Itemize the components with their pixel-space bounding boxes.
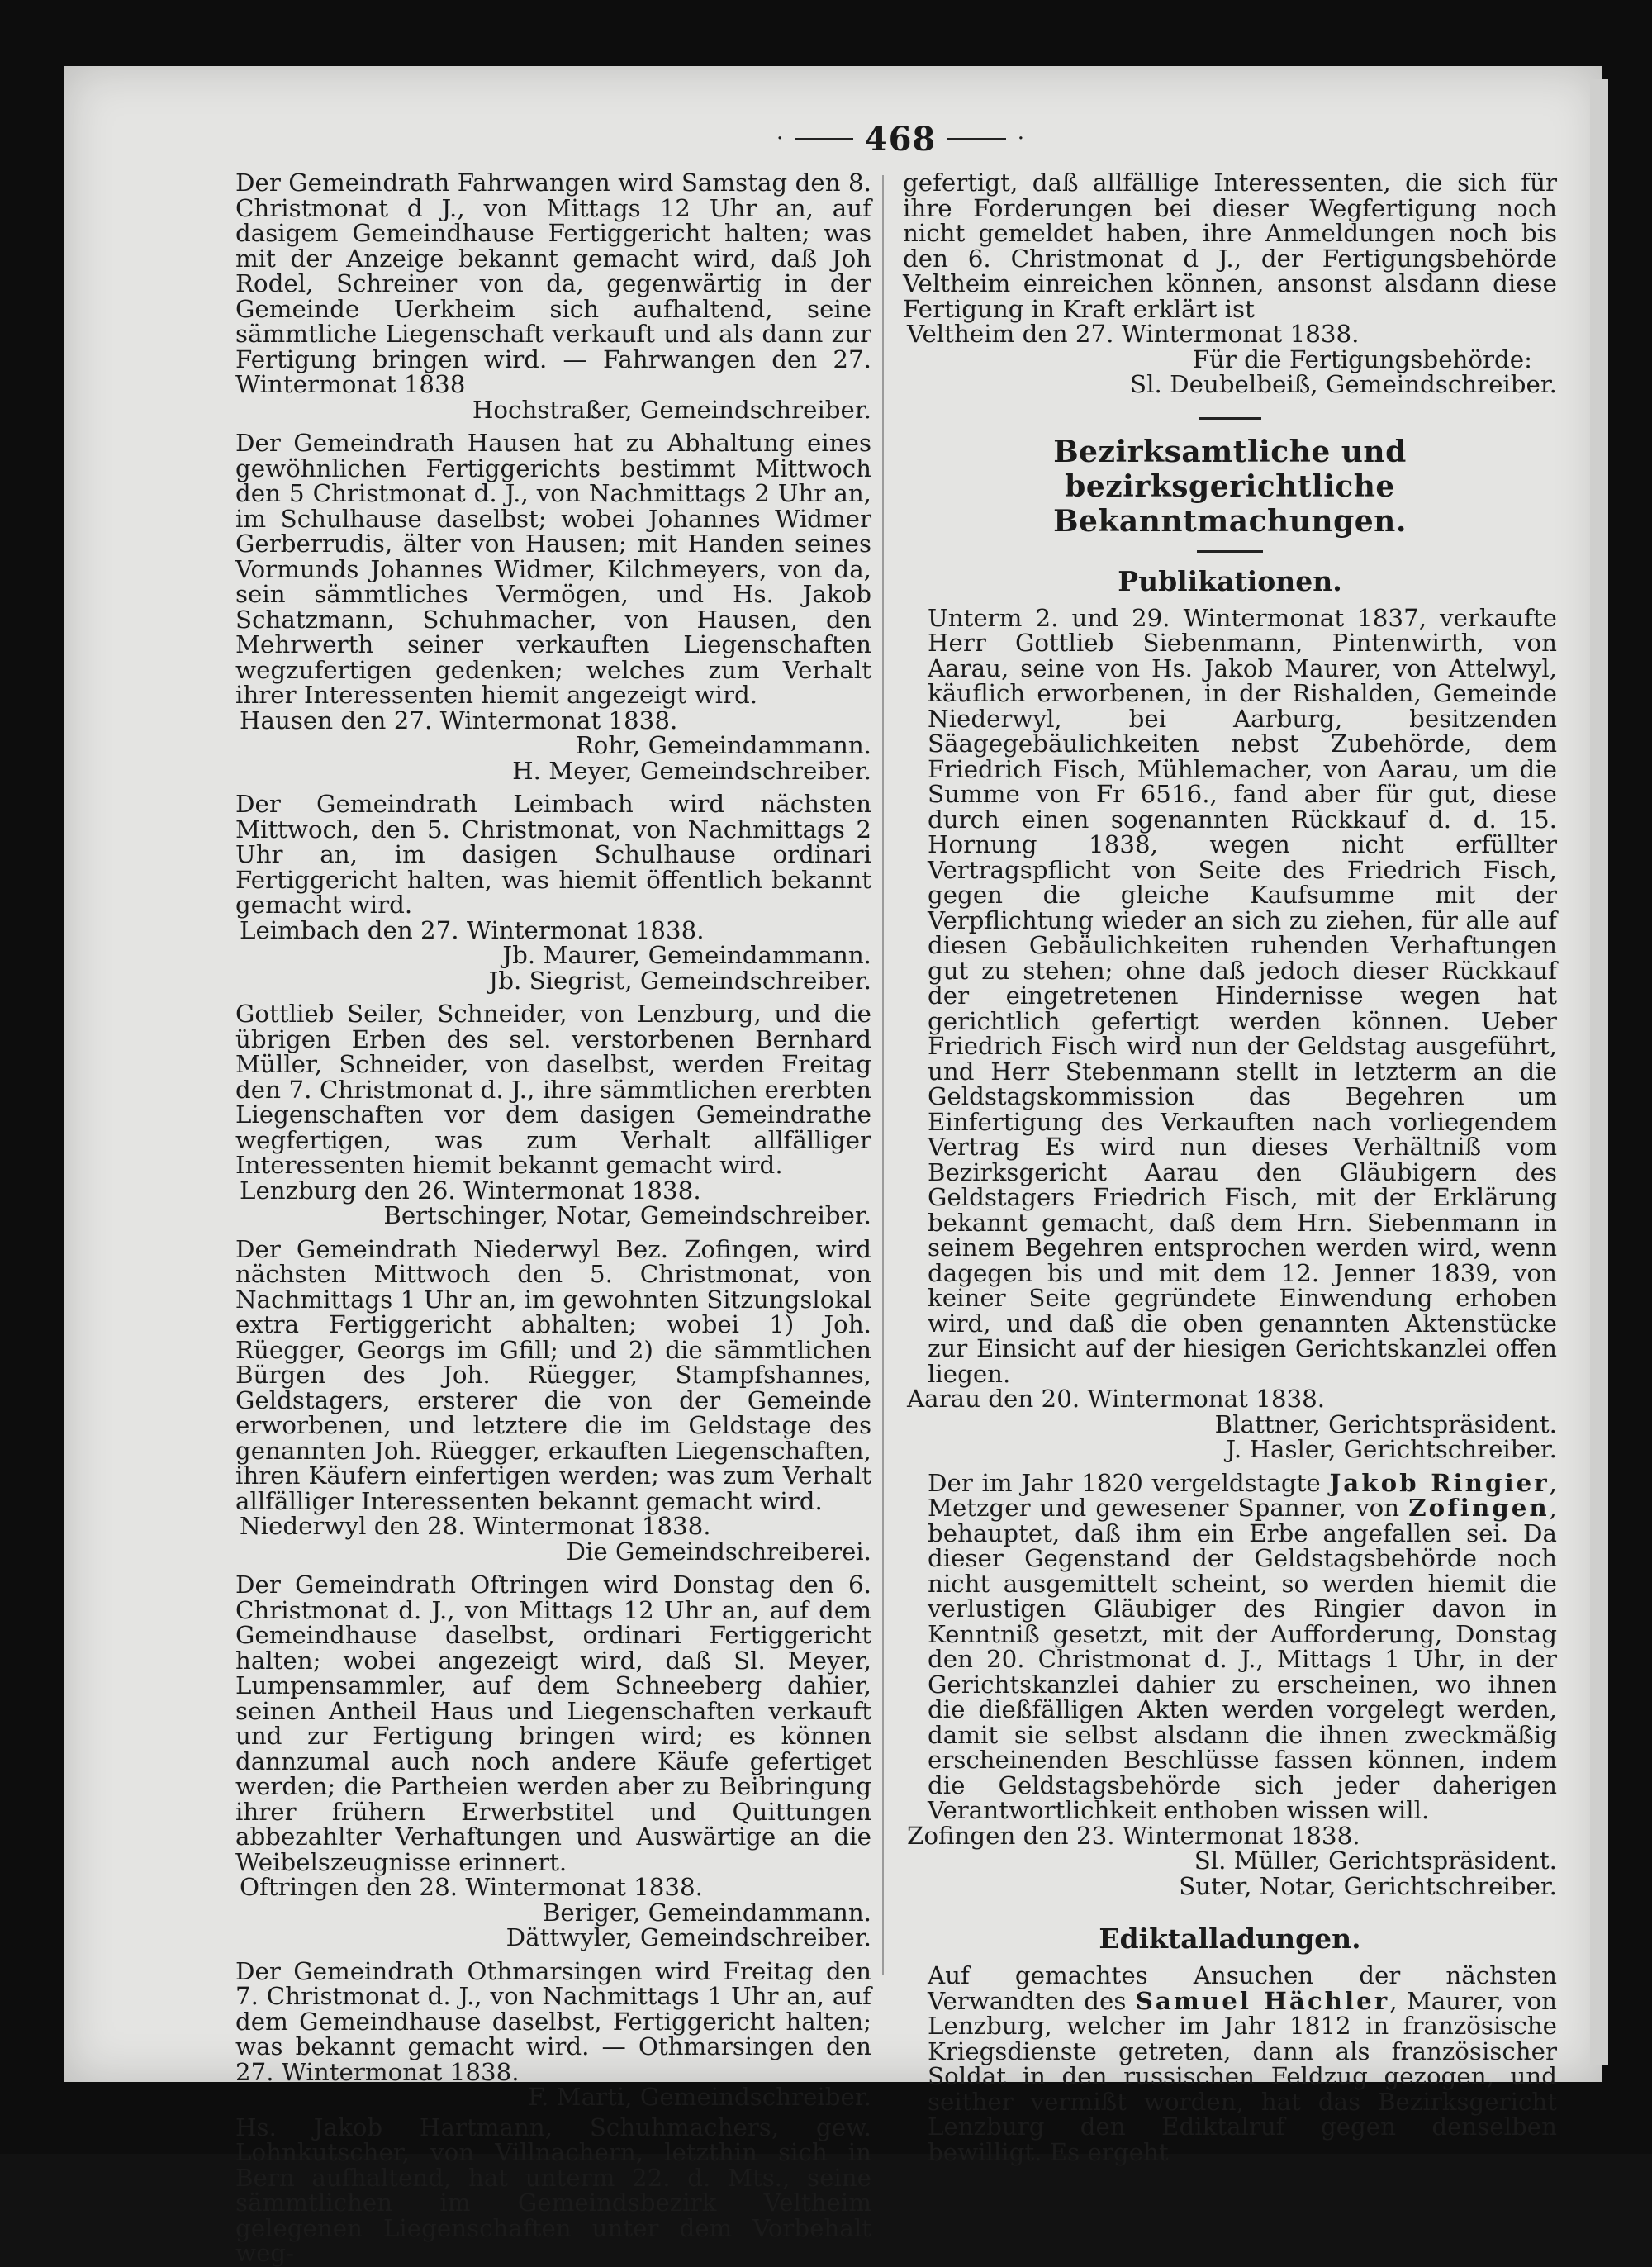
place-date: Veltheim den 27. Wintermonat 1838. <box>907 320 1360 348</box>
notice-ringier <box>903 1467 1557 1900</box>
signature: Blattner, Gerichtspräsident. <box>1214 1409 1557 1438</box>
place-date: Zofingen den 23. Wintermonat 1838. <box>907 1821 1360 1850</box>
place-date: Leimbach den 27. Wintermonat 1838. <box>240 915 705 944</box>
notice-text-middle: , Metzger und gewesener Spanner, von <box>928 1468 1557 1522</box>
next-page-edge <box>1590 79 1608 2065</box>
notice-veltheim-continuation <box>903 170 1557 397</box>
signature: F. Marti, Gemeindschreiber. <box>528 2083 871 2111</box>
signature: Die Gemeindschreiberei. <box>566 1537 871 1566</box>
notice-text: Der Gemeindrath Oftringen wird Donstag den 6. Christmonat d. J., von Mittags 12 Uhr an, auf dem Gemeindhause daselbst, ordinari Fertiggericht halten; wobei angezeigt wird, daß Sl. Meyer, Lumpensammler, auf dem Schneeberg dahier, seinen Antheil Haus und Liegenschaften verkauft und zur Fertigung bringen wird; es können dannzumal auch noch andere Käufe gefertiget werden; die Partheien werden aber zu Beibringung ihrer frühern Erwerbstitel und Quittungen abbezahlter Verhaftungen und Auswärtige an die Weibelszeugnisse erinnert. <box>235 1571 871 1876</box>
notice-siebenmann <box>903 603 1557 1463</box>
notice-lenzburg <box>235 1001 871 1229</box>
place-date: Hausen den 27. Wintermonat 1838. <box>240 706 678 734</box>
place-date: Lenzburg den 26. Wintermonat 1838. <box>240 1176 701 1205</box>
notice-text-intro: Der im Jahr 1820 vergeldstagte <box>928 1468 1330 1497</box>
notice-text: Der Gemeindrath Fahrwangen wird Samstag den 8. Christmonat d J., von Mittags 12 Uhr an, auf dasigem Gemeindhause Fertiggericht halten; was mit der Anzeige bekannt gemacht wird, daß Joh Rodel, Schreiner von da, gegenwärtig in der Gemeinde Uerkheim sich aufhaltend, seine sämmtliche Liegenschaft verkauft und als dann zur Fertigung bringen wird. — Fahrwangen den 27. Wintermonat 1838 <box>235 169 871 398</box>
notice-text-middle: , Maurer, von Lenzburg, welcher im Jahr 1812 in französische Kriegsdienste getreten, dann als französischer Soldat in den russischen Feldzug gezogen, und seither vermißt worden, hat das Bezirksgericht Lenzburg den Ediktalruf gegen denselben bewilligt. Es ergeht <box>928 1986 1557 2166</box>
column-divider <box>882 175 884 1975</box>
notice-text: Der Gemeindrath Leimbach wird nächsten Mittwoch, den 5. Christmonat, von Nachmittags 2 Uhr an, im dasigen Schulhause ordinari Fertiggericht halten, was hiemit öffentlich bekannt gemacht wird. <box>235 790 871 919</box>
page-number: 468 <box>864 119 937 159</box>
header-rule-left <box>795 138 852 140</box>
notice-text: Unterm 2. und 29. Wintermonat 1837, verkaufte Herr Gottlieb Siebenmann, Pintenwirth, von Aarau, seine von Hs. Jakob Maurer, von Attelwyl, käuflich erworbenen, in der Rishalden, Gemeinde Niederwyl, bei Aarburg, besitzenden Säagegebäulichkeiten nebst Zubehörde, dem Friedrich Fisch, Mühlemacher, von Aarau, um die Summe von Fr 6516., fand aber für gut, diese durch einen sogenannten Rückkauf d. d. 15. Hornung 1838, wegen nicht erfüllter Vertragspflicht von Seite des Friedrich Fisch, gegen die gleiche Kaufsumme mit der Verpflichtung wieder an sich zu ziehen, für alle auf diesen Gebäulichkeiten ruhenden Verhaftungen gut zu stehen; ohne daß jedoch dieser Rückkauf der eingetretenen Hindernisse wegen hat gerichtlich gefertigt werden können. Ueber Friedrich Fisch wird nun der Geldstag ausgeführt, und Herr Stebenmann stellt in letzterm an die Geldstagskommission das Begehren um Einfertigung des Verkauften nach vorliegendem Vertrag Es wird nun dieses Verhältniß vom Bezirksgericht Aarau den Gläubigern des Geldstagers Friedrich Fisch, mit der Erklärung bekannt gemacht, daß dem Hrn. Siebenmann in seinem Begehren entsprochen werden wird, wenn dagegen bis und mit dem 12. Jenner 1839, von keiner Seite gegründete Einwendung erhoben wird, und daß die oben genannten Aktenstücke zur Einsicht auf der hiesigen Gerichtskanzlei offen liegen. <box>928 603 1557 1388</box>
notice-hausen <box>235 430 871 783</box>
signature: Suter, Notar, Gerichtschreiber. <box>1179 1871 1557 1900</box>
notice-text: Der Gemeindrath Hausen hat zu Abhaltung eines gewöhnlichen Fertiggerichts bestimmt Mittwoch den 5 Christmonat d. J., von Nachmittags 2 Uhr an, im Schulhause daselbst; wobei Johannes Widmer Gerberrudis, älter von Hausen; mit Handen seines Vormunds Johannes Widmer, Kilchmeyers, von da, sein sämmtliches Vermögen, und Hs. Jakob Schatzmann, Schuhmacher, von Hausen, den Mehrwerth seiner verkauften Liegenschaften wegzufertigen gedenken; welches zum Verhalt ihrer Interessenten hiemit angezeigt wird. <box>235 429 871 709</box>
notice-text <box>903 1467 1557 1824</box>
notice-oftringen <box>235 1572 871 1951</box>
notice-text-intro: Auf gemachtes Ansuchen der nächsten Verwandten des <box>928 1961 1557 2015</box>
notice-text: Hs. Jakob Hartmann, Schuhmachers, gew. Lohnkutscher, von Villnachern, letzthin sich in Bern aufhaltend, hat unterm 22. d. Mts., seine sämmtlichen im Gemeindsbezirk Veltheim gelegenen Liegenschaften unter dem Vorbehalt weg- <box>235 2113 871 2267</box>
signature: Sl. Müller, Gerichtspräsident. <box>1194 1846 1557 1875</box>
publikationen-heading: Publikationen. <box>1118 564 1342 597</box>
signature: Dättwyler, Gemeindschreiber. <box>506 1923 871 1951</box>
section-divider-rule <box>1199 417 1261 420</box>
signature: J. Hasler, Gerichtschreiber. <box>1226 1435 1557 1463</box>
notice-text: Der Gemeindrath Othmarsingen wird Freitag den 7. Christmonat d. J., von Nachmittags 1 Uhr an, auf dem Gemeindhause daselbst, Fertiggericht halten; was bekannt gemacht wird. — Othmarsingen den 27. Wintermonat 1838. <box>235 1956 871 2086</box>
signature: Rohr, Gemeindammann. <box>575 731 871 759</box>
header-rule-right <box>947 138 1005 140</box>
signature: Beriger, Gemeindammann. <box>542 1898 871 1927</box>
town-name: Zofingen <box>1408 1493 1550 1522</box>
signature: Bertschinger, Notar, Gemeindschreiber. <box>383 1201 871 1229</box>
signature: Für die Fertigungsbehörde: <box>1192 345 1532 373</box>
signature: Jb. Maurer, Gemeindammann. <box>502 941 871 969</box>
notice-text-rest: , behauptet, daß ihm ein Erbe angefallen sei. Da dieser Gegenstand der Geldstagsbehörde noch nicht ausgemittelt scheint, so werden hiemit die verlustigen Gläubiger des Ringier davon in Kenntniß gesetzt, mit der Aufforderung, Donstag den 20. Christmonat d. J., Mittags 1 Uhr, in der Gerichtskanzlei dahier zu erscheinen, wo ihnen die dießfälligen Akten werden vorgelegt werden, damit sie selbst alsdann die ihnen zweckmäßig erscheinenden Beschlüsse fassen können, indem die Geldstagsbehörde sich jeder daherigen Verantwortlichkeit enthoben wissen will. <box>928 1494 1557 1824</box>
notice-text: Gottlieb Seiler, Schneider, von Lenzburg, und die übrigen Erben des sel. verstorbenen Bernhard Müller, Schneider, von daselbst, werden Freitag den 7. Christmonat d. J., ihre sämmtlichen ererbten Liegenschaften vor dem dasigen Gemeindrathe wegfertigen, was zum Verhalt allfälliger Interessenten hiemit bekannt gemacht wird. <box>235 1000 871 1179</box>
place-date: Niederwyl den 28. Wintermonat 1838. <box>240 1512 711 1540</box>
notice-leimbach <box>235 791 871 993</box>
title-underline-rule <box>1197 550 1263 553</box>
notice-othmarsingen <box>235 1956 871 2111</box>
notice-text: gefertigt, daß allfällige Interessenten, die sich für ihre Forderungen bei dieser Wegfertigung noch nicht gemeldet haben, ihre Anmeldungen noch bis den 6. Christmonat d J., der Fertigungsbehörde Veltheim einreichen können, ansonst alsdann diese Fertigung in Kraft erklärt ist <box>903 169 1557 323</box>
person-name: Jakob Ringier <box>1329 1467 1550 1497</box>
notice-niederwyl <box>235 1234 871 1566</box>
person-name: Samuel Hächler <box>1135 1985 1390 2015</box>
signature: Sl. Deubelbeiß, Gemeindschreiber. <box>1130 370 1557 398</box>
left-column <box>235 170 871 2266</box>
notice-text: Der Gemeindrath Niederwyl Bez. Zofingen, wird nächsten Mittwoch den 5. Christmonat, von Nachmittags 1 Uhr an, im gewohnten Sitzungslokal extra Fertiggericht abhalten; wobei 1) Joh. Rüegger, Georgs im Gfill; und 2) die sämmtlichen Bürgen des Joh. Rüegger, Stampfshannes, Geldstagers, ersterer die von der Gemeinde erworbenen, und letztere die im Geldstage des genannten Joh. Rüegger, erkauften Liegenschaften, ihren Käufern einfertigen werden; was zum Verhalt allfälliger Interessenten bekannt gemacht wird. <box>235 1234 871 1515</box>
section-title: Bezirksamtliche und bezirksgerichtliche Bekanntmachungen. <box>1053 434 1407 539</box>
right-column <box>903 170 1557 2165</box>
place-date: Aarau den 20. Wintermonat 1838. <box>907 1385 1326 1413</box>
place-date: Oftringen den 28. Wintermonat 1838. <box>240 1873 703 1901</box>
notice-hartmann <box>235 2115 871 2266</box>
notice-text <box>903 1963 1557 2165</box>
signature: Jb. Siegrist, Gemeindschreiber. <box>488 966 871 995</box>
header-dot-right: · <box>1017 126 1024 151</box>
notice-fahrwangen <box>235 170 871 422</box>
signature: Hochstraßer, Gemeindschreiber. <box>472 395 871 424</box>
signature: H. Meyer, Gemeindschreiber. <box>512 756 871 785</box>
header-dot-left: · <box>776 126 784 151</box>
page-header <box>776 114 1024 164</box>
notice-haechler <box>903 1963 1557 2165</box>
ediktalladungen-heading: Ediktalladungen. <box>1099 1922 1361 1955</box>
